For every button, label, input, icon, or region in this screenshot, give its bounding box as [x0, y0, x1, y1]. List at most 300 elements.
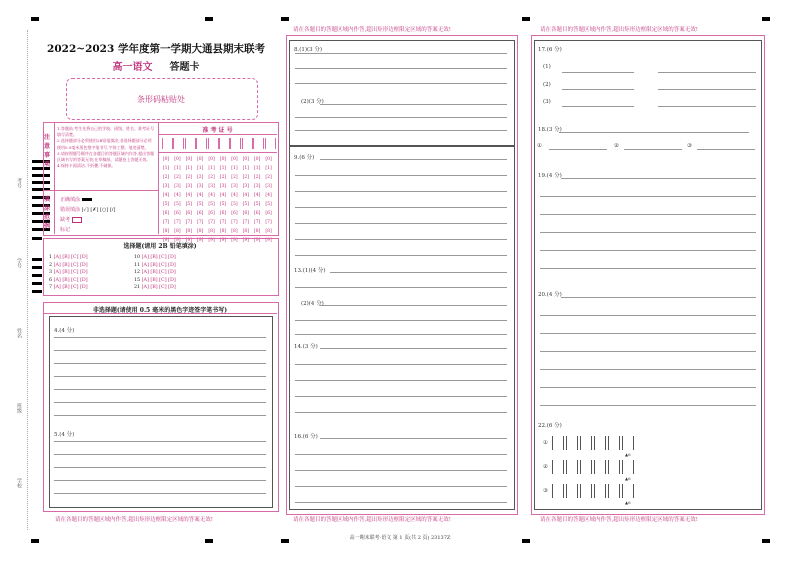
- exam-number-bubble[interactable]: [1]: [185, 166, 192, 171]
- exam-number-bubble[interactable]: [0]: [162, 157, 170, 162]
- exam-number-bubble[interactable]: [5]: [219, 202, 227, 207]
- choice-bubble[interactable]: [A]: [141, 255, 151, 260]
- exam-number-digit-column[interactable]: [172, 155, 182, 245]
- exam-number-digit-column[interactable]: [229, 155, 239, 245]
- q18-sub-2: ②: [614, 143, 619, 149]
- answer-line[interactable]: [54, 493, 266, 494]
- choice-bubble[interactable]: [D]: [168, 285, 176, 291]
- top-mark-1: [205, 17, 213, 21]
- col2-answer-box-2: [289, 146, 515, 510]
- answer-line[interactable]: [295, 255, 507, 256]
- q22-char-cell[interactable]: [552, 436, 564, 450]
- answer-line[interactable]: [295, 117, 507, 118]
- exam-number-digit-column[interactable]: [195, 155, 205, 245]
- q13-1-label: 13.(1)(4 分): [294, 268, 326, 274]
- answer-line[interactable]: [330, 272, 507, 273]
- answer-line[interactable]: [295, 239, 507, 240]
- choice-row[interactable]: [49, 263, 88, 268]
- exam-number-bubble[interactable]: [5]: [231, 202, 238, 207]
- fill-missing-label: 缺考: [60, 217, 71, 223]
- exam-number-bubble[interactable]: [8]: [162, 229, 170, 234]
- answer-line[interactable]: [295, 130, 507, 131]
- exam-number-digit-column[interactable]: [184, 155, 194, 245]
- exam-number-bubble[interactable]: [7]: [265, 220, 272, 225]
- q16-label: 16.(6 分): [294, 434, 318, 440]
- exam-number-bubble[interactable]: [3]: [174, 184, 181, 189]
- choice-bubble[interactable]: [D]: [80, 285, 88, 291]
- choice-bubble[interactable]: [A]: [141, 262, 151, 268]
- q9-label: 9.(6 分): [294, 155, 315, 161]
- q18-label: 18.(3 分): [538, 127, 562, 133]
- choice-bubble[interactable]: [B]: [62, 285, 72, 291]
- exam-number-bubble[interactable]: [5]: [174, 202, 181, 207]
- q22-char-cell[interactable]: [622, 460, 634, 474]
- exam-number-write-cell[interactable]: [196, 138, 207, 149]
- q14-label: 14.(3 分): [294, 344, 318, 350]
- answer-line[interactable]: [295, 68, 507, 69]
- exam-number-bubble[interactable]: [9]: [197, 238, 204, 243]
- exam-number-bubble[interactable]: [6]: [185, 211, 192, 216]
- exam-number-bubble[interactable]: [5]: [265, 202, 272, 207]
- exam-number-bubble[interactable]: [2]: [219, 175, 227, 180]
- answer-line[interactable]: [562, 72, 634, 73]
- choice-number: 11: [134, 262, 142, 268]
- page-footer: 高一期末联考·语文 第 1 页(共 2 页) 23137Z: [349, 535, 451, 541]
- choice-bubble[interactable]: [C]: [71, 285, 81, 291]
- choice-bubble[interactable]: [B]: [150, 262, 160, 268]
- choice-bubble[interactable]: [A]: [141, 270, 151, 276]
- choice-bubble[interactable]: [B]: [150, 255, 160, 260]
- exam-number-bubble[interactable]: [1]: [162, 166, 170, 171]
- choice-bubble[interactable]: [B]: [150, 285, 160, 291]
- exam-number-bubble[interactable]: [1]: [265, 166, 272, 171]
- exam-number-bubble[interactable]: [6]: [162, 211, 170, 216]
- choice-bubble[interactable]: [A]: [53, 285, 63, 291]
- answer-line[interactable]: [54, 415, 266, 416]
- q22-char-cell[interactable]: [580, 484, 592, 498]
- q22-char-cell[interactable]: [580, 460, 592, 474]
- choice-bubble[interactable]: [D]: [80, 262, 88, 268]
- choice-bubble[interactable]: [C]: [71, 255, 81, 260]
- choice-row[interactable]: [49, 285, 88, 290]
- exam-number-bubble[interactable]: [5]: [197, 202, 204, 207]
- answer-line[interactable]: [295, 364, 507, 365]
- answer-line[interactable]: [540, 268, 756, 269]
- exam-number-bubble[interactable]: [4]: [185, 193, 192, 198]
- choice-row[interactable]: [134, 285, 176, 290]
- exam-number-bubble[interactable]: [7]: [197, 220, 204, 225]
- choice-bubble[interactable]: [A]: [53, 277, 63, 283]
- q22-char-cell[interactable]: [622, 436, 634, 450]
- answer-line[interactable]: [540, 333, 756, 334]
- exam-number-write-cell[interactable]: [162, 138, 173, 149]
- exam-number-write-line: [158, 152, 277, 153]
- answer-line[interactable]: [54, 467, 266, 468]
- exam-number-write-cell[interactable]: [185, 138, 196, 149]
- q17-sub-3: (3): [543, 99, 551, 105]
- exam-number-bubble[interactable]: [7]: [219, 220, 227, 225]
- exam-number-write-cell[interactable]: [208, 138, 219, 149]
- exam-number-bubble[interactable]: [9]: [219, 238, 227, 243]
- exam-number-bubble[interactable]: [6]: [208, 211, 215, 216]
- choice-bubble[interactable]: [D]: [168, 255, 176, 260]
- exam-number-bubble[interactable]: [0]: [197, 157, 204, 162]
- answer-line[interactable]: [540, 232, 756, 233]
- q22-char-cell[interactable]: [552, 460, 564, 474]
- exam-number-bubble[interactable]: [9]: [174, 238, 181, 243]
- exam-number-bubble[interactable]: [4]: [265, 193, 272, 198]
- answer-line[interactable]: [320, 104, 507, 105]
- exam-number-bubble[interactable]: [5]: [185, 202, 192, 207]
- exam-number-bubble[interactable]: [9]: [231, 238, 238, 243]
- exam-number-write-cell[interactable]: [173, 138, 184, 149]
- binding-line: [27, 30, 28, 530]
- exam-number-bubble[interactable]: [2]: [208, 175, 215, 180]
- choice-number: 15: [134, 277, 142, 283]
- exam-number-bubble[interactable]: [0]: [219, 157, 227, 162]
- answer-line[interactable]: [540, 405, 756, 406]
- exam-number-bubble[interactable]: [3]: [265, 184, 272, 189]
- exam-number-bubble[interactable]: [4]: [197, 193, 204, 198]
- fill-missing-row: [60, 215, 156, 225]
- exam-number-bubble[interactable]: [7]: [162, 220, 170, 225]
- exam-number-write-cell[interactable]: [253, 138, 264, 149]
- choice-bubble[interactable]: [A]: [53, 262, 63, 268]
- choice-title: 选择题(请用 2B 铅笔填涂): [123, 243, 197, 250]
- exam-number-bubble[interactable]: [0]: [254, 157, 261, 162]
- exam-number-bubble[interactable]: [6]: [265, 211, 272, 216]
- choice-bubble[interactable]: [D]: [80, 270, 88, 276]
- exam-number-bubble[interactable]: [3]: [197, 184, 204, 189]
- exam-number-bubble[interactable]: [7]: [242, 220, 249, 225]
- exam-number-write-cell[interactable]: [242, 138, 253, 149]
- card-label: 答题卡: [169, 62, 200, 73]
- answer-line[interactable]: [540, 369, 756, 370]
- choice-row[interactable]: [49, 278, 88, 283]
- answer-line[interactable]: [697, 149, 755, 150]
- exam-number-bubble[interactable]: [9]: [185, 238, 192, 243]
- exam-number-bubble[interactable]: [8]: [185, 229, 192, 234]
- subject-line: [40, 58, 272, 73]
- exam-number-bubble[interactable]: [2]: [254, 175, 261, 180]
- exam-number-bubble[interactable]: [8]: [231, 229, 238, 234]
- q22-mark-1: ▲6: [625, 452, 631, 457]
- exam-number-bubble[interactable]: [4]: [242, 193, 249, 198]
- exam-number-bubble[interactable]: [4]: [219, 193, 227, 198]
- answer-line[interactable]: [54, 454, 266, 455]
- choice-bubble[interactable]: [B]: [62, 270, 72, 276]
- bottom-mark-2: [281, 539, 289, 543]
- choice-number: 1: [49, 255, 54, 260]
- exam-number-bubble[interactable]: [3]: [219, 184, 227, 189]
- exam-number-bubble[interactable]: [1]: [219, 166, 227, 171]
- choice-bubble[interactable]: [C]: [71, 262, 81, 268]
- choice-row[interactable]: [49, 255, 88, 260]
- exam-number-write-cell[interactable]: [219, 138, 230, 149]
- answer-line[interactable]: [540, 196, 756, 197]
- choice-row[interactable]: [134, 255, 176, 260]
- q22-char-cell[interactable]: [552, 484, 564, 498]
- answer-line[interactable]: [54, 441, 266, 442]
- choice-bubble[interactable]: [A]: [53, 255, 63, 260]
- answer-line[interactable]: [295, 396, 507, 397]
- exam-number-write-cell[interactable]: [230, 138, 241, 149]
- choice-bubble[interactable]: [C]: [71, 277, 81, 283]
- answer-line[interactable]: [295, 287, 507, 288]
- exam-number-bubble[interactable]: [7]: [208, 220, 215, 225]
- exam-number-bubble[interactable]: [5]: [242, 202, 249, 207]
- choice-bubble[interactable]: [A]: [141, 285, 151, 291]
- answer-line[interactable]: [320, 348, 507, 349]
- exam-number-bubble[interactable]: [9]: [254, 238, 261, 243]
- q22-char-cell[interactable]: [594, 436, 606, 450]
- fill-example: [60, 195, 156, 235]
- notice-items: [57, 126, 155, 169]
- answer-line[interactable]: [295, 83, 507, 84]
- answer-line[interactable]: [295, 502, 507, 503]
- exam-number-bubble[interactable]: [1]: [208, 166, 215, 171]
- answer-line[interactable]: [658, 106, 756, 107]
- exam-number-bubble[interactable]: [6]: [197, 211, 204, 216]
- exam-number-bubble[interactable]: [5]: [162, 202, 170, 207]
- notice-item: 2.选择题部分必须使用2B铅笔填涂;非选择题部分必须使用0.5毫米黑色签字笔书写,字体工整、笔迹清楚。: [57, 138, 152, 150]
- choice-bubble[interactable]: [A]: [141, 277, 151, 283]
- answer-line[interactable]: [624, 149, 682, 150]
- choice-number: 6: [49, 277, 54, 283]
- exam-number-bubble[interactable]: [6]: [242, 211, 249, 216]
- exam-number-bubble[interactable]: [1]: [174, 166, 181, 171]
- choice-bubble[interactable]: [B]: [62, 255, 72, 260]
- answer-line[interactable]: [540, 214, 756, 215]
- corner-mark-tr: [762, 17, 770, 21]
- q5-label: 5.(4 分): [54, 432, 75, 438]
- exam-number-bubble[interactable]: [7]: [185, 220, 192, 225]
- exam-number-bubble[interactable]: [8]: [197, 229, 204, 234]
- choice-bubble[interactable]: [A]: [53, 270, 63, 276]
- exam-number-bubble[interactable]: [6]: [254, 211, 261, 216]
- exam-number-bubble[interactable]: [0]: [242, 157, 249, 162]
- q17-label: 17.(6 分): [538, 47, 562, 53]
- choice-row[interactable]: [134, 278, 176, 283]
- exam-number-bubble[interactable]: [1]: [254, 166, 261, 171]
- q22-char-cell[interactable]: [580, 436, 592, 450]
- exam-number-bubble[interactable]: [2]: [185, 175, 192, 180]
- exam-number-bubble[interactable]: [0]: [231, 157, 238, 162]
- exam-number-bubble[interactable]: [6]: [219, 211, 227, 216]
- exam-title: 2022~2023 学年度第一学期大通县期末联考: [47, 43, 265, 55]
- choice-row[interactable]: [134, 263, 176, 268]
- exam-number-bubble[interactable]: [1]: [197, 166, 204, 171]
- choice-bubble[interactable]: [C]: [159, 277, 169, 283]
- answer-line[interactable]: [54, 480, 266, 481]
- exam-number-bubble[interactable]: [8]: [254, 229, 261, 234]
- exam-number-bubble[interactable]: [1]: [231, 166, 238, 171]
- answer-line[interactable]: [54, 376, 266, 377]
- choice-row[interactable]: [49, 270, 88, 275]
- barcode-label: 条形码粘贴处: [137, 95, 185, 104]
- exam-number-digit-column[interactable]: [252, 155, 262, 245]
- q22-char-cell[interactable]: [594, 484, 606, 498]
- answer-line[interactable]: [295, 223, 507, 224]
- choice-bubble[interactable]: [C]: [159, 255, 169, 260]
- choice-row[interactable]: [134, 270, 176, 275]
- answer-line[interactable]: [549, 149, 607, 150]
- side-label-name: 姓名: [16, 328, 22, 338]
- q22-char-cell[interactable]: [566, 460, 578, 474]
- nonchoice-title: 非选择题(请使用 0.5 毫米的黑色字迹签字笔书写): [92, 307, 228, 314]
- choice-bubble[interactable]: [B]: [62, 262, 72, 268]
- exam-number-digit-column[interactable]: [207, 155, 217, 245]
- bottom-mark-3: [522, 539, 530, 543]
- answer-line[interactable]: [562, 89, 634, 90]
- subject-name: 高一语文: [112, 62, 153, 73]
- exam-number-bubble[interactable]: [9]: [208, 238, 215, 243]
- exam-number-bubble[interactable]: [8]: [265, 229, 272, 234]
- answer-line[interactable]: [295, 207, 507, 208]
- answer-line[interactable]: [54, 337, 266, 338]
- choice-bubble[interactable]: [D]: [80, 255, 88, 260]
- exam-number-write-cell[interactable]: [265, 138, 276, 149]
- answer-line[interactable]: [540, 250, 756, 251]
- exam-number-bubble[interactable]: [1]: [242, 166, 249, 171]
- exam-number-bubble[interactable]: [3]: [242, 184, 249, 189]
- exam-number-bubble[interactable]: [9]: [162, 238, 170, 243]
- fill-wrong-row: 错误填涂 [✓] [✗] [○] [/]: [60, 207, 116, 213]
- notice-item: 4.保持卡面清洁,不折叠,不破损。: [57, 163, 116, 169]
- exam-number-bubble[interactable]: [4]: [254, 193, 261, 198]
- answer-line[interactable]: [54, 402, 266, 403]
- fill-correct-label: 正确填涂: [60, 197, 81, 203]
- answer-line[interactable]: [658, 72, 756, 73]
- exam-number-bubble[interactable]: [6]: [174, 211, 181, 216]
- choice-bubble[interactable]: [B]: [62, 277, 72, 283]
- exam-number-bubble[interactable]: [2]: [197, 175, 204, 180]
- exam-number-bubble[interactable]: [0]: [208, 157, 215, 162]
- exam-number-bubble[interactable]: [8]: [242, 229, 249, 234]
- exam-number-bubble[interactable]: [4]: [231, 193, 238, 198]
- answer-line[interactable]: [295, 334, 507, 335]
- choice-bubble[interactable]: [C]: [159, 285, 169, 291]
- exam-number-digit-column[interactable]: [264, 155, 274, 245]
- exam-number-bubble[interactable]: [3]: [208, 184, 215, 189]
- choice-number: 7: [49, 285, 54, 291]
- exam-number-bubble[interactable]: [4]: [174, 193, 181, 198]
- warning-col3-bottom: 请在各题目的答题区域内作答,超出矩形边框限定区域的答案无效!: [540, 517, 698, 523]
- exam-number-bubble[interactable]: [2]: [265, 175, 272, 180]
- answer-line[interactable]: [295, 380, 507, 381]
- choice-bubble[interactable]: [D]: [168, 277, 176, 283]
- choice-bubble[interactable]: [B]: [150, 270, 160, 276]
- exam-number-digit-column[interactable]: [161, 155, 171, 245]
- exam-number-bubble[interactable]: [6]: [231, 211, 238, 216]
- answer-line[interactable]: [295, 470, 507, 471]
- answer-line[interactable]: [295, 191, 507, 192]
- answer-line[interactable]: [54, 350, 266, 351]
- answer-line[interactable]: [54, 363, 266, 364]
- answer-line[interactable]: [561, 297, 756, 298]
- q22-char-cell[interactable]: [608, 460, 620, 474]
- exam-number-bubble[interactable]: [2]: [162, 175, 170, 180]
- exam-number-bubble[interactable]: [7]: [231, 220, 238, 225]
- q22-char-cell[interactable]: [608, 436, 620, 450]
- exam-number-bubble[interactable]: [9]: [242, 238, 249, 243]
- exam-number-bubble[interactable]: [3]: [231, 184, 238, 189]
- q17-sub-1: (1): [543, 64, 551, 70]
- answer-line[interactable]: [320, 438, 507, 439]
- exam-number-bubble[interactable]: [2]: [242, 175, 249, 180]
- q22-char-cell[interactable]: [622, 484, 634, 498]
- choice-bubble[interactable]: [C]: [159, 262, 169, 268]
- choice-bubble[interactable]: [C]: [159, 270, 169, 276]
- q22-char-cell[interactable]: [594, 460, 606, 474]
- exam-number-bubble[interactable]: [3]: [254, 184, 261, 189]
- exam-number-digit-column[interactable]: [218, 155, 228, 245]
- exam-number-bubble[interactable]: [7]: [254, 220, 261, 225]
- exam-number-bubble[interactable]: [0]: [174, 157, 181, 162]
- answer-line[interactable]: [295, 53, 507, 54]
- warning-col2-bottom: 请在各题目的答题区域内作答,超出矩形边框限定区域的答案无效!: [293, 517, 451, 523]
- exam-number-bubble[interactable]: [8]: [208, 229, 215, 234]
- exam-number-bubble[interactable]: [0]: [185, 157, 192, 162]
- choice-number: 10: [134, 255, 142, 260]
- answer-line[interactable]: [540, 315, 756, 316]
- answer-line[interactable]: [295, 175, 507, 176]
- q22-mark-2: ▲6: [625, 476, 631, 481]
- side-label-seat: 学号: [16, 258, 22, 268]
- q22-char-cell[interactable]: [566, 436, 578, 450]
- q4-label: 4.(4 分): [54, 328, 75, 334]
- choice-number: 2: [49, 262, 54, 268]
- choice-bubble[interactable]: [D]: [80, 277, 88, 283]
- q22-char-cell[interactable]: [566, 484, 578, 498]
- exam-number-bubble[interactable]: [5]: [208, 202, 215, 207]
- q22-char-cell[interactable]: [608, 484, 620, 498]
- answer-line[interactable]: [295, 412, 507, 413]
- answer-line[interactable]: [540, 387, 756, 388]
- answer-line[interactable]: [295, 486, 507, 487]
- exam-number-bubble[interactable]: [5]: [254, 202, 261, 207]
- exam-number-bubble[interactable]: [8]: [219, 229, 227, 234]
- exam-number-bubble[interactable]: [3]: [185, 184, 192, 189]
- choice-bubble[interactable]: [D]: [168, 270, 176, 276]
- choice-bubble[interactable]: [C]: [71, 270, 81, 276]
- answer-line[interactable]: [562, 106, 634, 107]
- exam-number-bubble[interactable]: [3]: [162, 184, 170, 189]
- exam-number-bubble[interactable]: [4]: [208, 193, 215, 198]
- choice-bubble[interactable]: [B]: [150, 277, 160, 283]
- answer-line[interactable]: [320, 305, 507, 306]
- answer-line[interactable]: [320, 159, 507, 160]
- exam-number-digit-column[interactable]: [241, 155, 251, 245]
- exam-number-bubble[interactable]: [9]: [265, 238, 272, 243]
- exam-number-bubble[interactable]: [8]: [174, 229, 181, 234]
- q22-sub-2: ②: [543, 464, 548, 470]
- answer-line[interactable]: [54, 389, 266, 390]
- exam-number-bubble[interactable]: [2]: [174, 175, 181, 180]
- answer-line[interactable]: [559, 132, 749, 133]
- choice-bubble[interactable]: [D]: [168, 262, 176, 268]
- answer-line[interactable]: [540, 351, 756, 352]
- exam-number-bubble[interactable]: [7]: [174, 220, 181, 225]
- exam-number-bubble[interactable]: [4]: [162, 193, 170, 198]
- exam-number-bubble[interactable]: [2]: [231, 175, 238, 180]
- answer-line[interactable]: [295, 320, 507, 321]
- exam-number-bubble[interactable]: [0]: [265, 157, 272, 162]
- answer-line[interactable]: [658, 89, 756, 90]
- q18-sub-1: ①: [537, 143, 542, 149]
- answer-line[interactable]: [561, 178, 756, 179]
- answer-line[interactable]: [295, 454, 507, 455]
